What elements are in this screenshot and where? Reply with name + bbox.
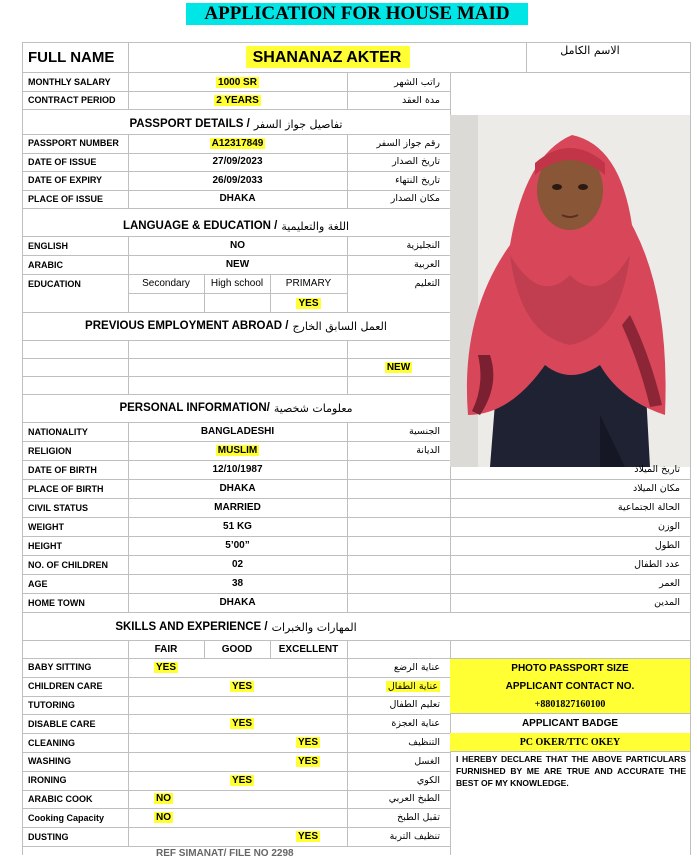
skill-header-0: FAIR: [154, 643, 178, 655]
personal-section-title: [22, 394, 450, 422]
passport-row-1-value: [128, 153, 347, 172]
skill-mark-9: [296, 827, 346, 846]
education-option-0: Secondary: [142, 278, 190, 289]
skill-label-4: CLEANING: [28, 737, 75, 748]
skill-mark-text-0: YES: [156, 661, 177, 673]
skill-arabic-text-6: الكوي: [416, 774, 440, 786]
personal-row-2-value-text: 12/10/1987: [212, 464, 263, 475]
skill-mark-text-9: YES: [298, 831, 319, 843]
personal-row-6-label: HEIGHT: [28, 540, 63, 551]
personal-row-5-arabic: الوزن: [657, 521, 680, 532]
previous-section-arabic: العمل السابق الخارج: [292, 319, 387, 333]
skill-arabic-5: [347, 752, 450, 771]
personal-row-4-arabic: الحالة الجتماعية: [617, 502, 680, 513]
contact-label-text: APPLICANT CONTACT NO.: [505, 680, 635, 692]
skill-header-1: GOOD: [221, 643, 253, 655]
passport-row-0-label: PASSPORT NUMBER: [28, 138, 119, 149]
personal-row-7-value-text: 02: [231, 559, 244, 570]
language-row-1-arabic: العربية: [414, 259, 440, 270]
skill-mark-text-1: YES: [232, 680, 253, 692]
language-row-0-value: [128, 236, 347, 255]
skill-label-6: IRONING: [28, 775, 67, 786]
passport-row-3-value: [128, 190, 347, 209]
skill-arabic-0: [347, 658, 450, 677]
passport-section-title: [22, 114, 450, 134]
language-section-arabic: اللغة والتعليمية: [281, 219, 350, 233]
skill-mark-text-8: NO: [156, 812, 171, 824]
personal-row-1-value-text: MUSLIM: [217, 445, 258, 456]
skill-mark-5: [296, 752, 346, 771]
photo-size-label-text: PHOTO PASSPORT SIZE: [511, 662, 629, 674]
skill-mark-1: [230, 677, 280, 696]
language-row-0-label: ENGLISH: [28, 240, 69, 251]
personal-row-8-value: [128, 574, 347, 593]
personal-row-2-label: DATE OF BIRTH: [28, 464, 97, 475]
skill-label-9: DUSTING: [28, 831, 69, 842]
education-arabic: التعليم: [414, 278, 440, 289]
top-row-1-label: CONTRACT PERIOD: [28, 95, 116, 105]
badge-value-text: PC OKER/TTC OKEY: [519, 736, 621, 748]
top-row-1-arabic: مدة العقد: [402, 94, 440, 106]
passport-row-3-value-text: DHAKA: [219, 193, 256, 205]
personal-row-9-value: [128, 593, 347, 612]
person-icon: [450, 115, 690, 467]
skill-mark-text-3: YES: [232, 718, 253, 730]
skill-arabic-text-2: تعليم الطفال: [389, 699, 440, 711]
education-selected-text: YES: [298, 297, 319, 309]
skill-arabic-text-7: الطبخ العربي: [388, 793, 440, 805]
personal-row-9-arabic: المدين: [654, 597, 680, 608]
passport-row-2-value-text: 26/09/2033: [212, 174, 263, 186]
personal-row-0-value-text: BANGLADESHI: [200, 426, 275, 437]
skill-label-7: ARABIC COOK: [28, 793, 93, 804]
skill-label-8: Cooking Capacity: [28, 812, 105, 823]
personal-row-5-value: [128, 517, 347, 536]
skill-arabic-text-8: تقبل الطبخ: [397, 812, 440, 824]
passport-row-1-label: DATE OF ISSUE: [28, 156, 97, 167]
top-row-0-label: MONTHLY SALARY: [28, 77, 111, 87]
language-row-0-arabic: النجليزية: [406, 240, 440, 251]
personal-row-4-value-text: MARRIED: [214, 502, 261, 513]
personal-row-4-label: CIVIL STATUS: [28, 502, 89, 513]
personal-row-6-value: [128, 536, 347, 555]
language-row-1-value-text: NEW: [225, 259, 250, 270]
language-row-1-value: [128, 255, 347, 274]
skill-label-0: BABY SITTING: [28, 662, 92, 673]
skills-section-label: SKILLS AND EXPERIENCE /: [115, 621, 268, 633]
passport-row-2-label: DATE OF EXPIRY: [28, 175, 103, 186]
education-option-1: High school: [210, 278, 264, 289]
skill-arabic-text-3: عناية العجزة: [391, 718, 440, 730]
top-row-1-value: [128, 91, 347, 109]
skill-arabic-1: [347, 677, 450, 696]
passport-row-2-arabic: تاريخ النتهاء: [395, 174, 440, 186]
top-row-0-arabic: راتب الشهر: [394, 76, 440, 88]
contact-number: [450, 695, 690, 713]
personal-row-3-label: PLACE OF BIRTH: [28, 483, 104, 494]
personal-row-7-value: [128, 555, 347, 574]
previous-value: [347, 358, 450, 376]
personal-row-9-value-text: DHAKA: [219, 597, 256, 608]
language-row-0-value-text: NO: [230, 240, 245, 251]
passport-row-0-arabic: رقم جواز السفر: [376, 137, 440, 149]
badge-label-text: APPLICANT BADGE: [521, 717, 619, 729]
passport-row-0-value-text: A12317849: [211, 137, 264, 149]
personal-section-label: PERSONAL INFORMATION/: [119, 402, 270, 414]
language-row-1-label: ARABIC: [28, 259, 63, 270]
personal-row-2-arabic: تاريخ الميلاد: [634, 464, 680, 475]
full-name-arabic: الاسم الكامل: [560, 43, 620, 57]
previous-section-title: [22, 312, 450, 340]
personal-row-3-arabic: مكان الميلاد: [632, 483, 680, 494]
skill-arabic-8: [347, 808, 450, 827]
personal-row-0-label: NATIONALITY: [28, 426, 88, 437]
skill-label-3: DISABLE CARE: [28, 718, 96, 729]
contact-label: [450, 677, 690, 695]
personal-row-4-value: [128, 498, 347, 517]
skill-arabic-6: [347, 771, 450, 790]
skill-mark-text-4: YES: [298, 737, 319, 749]
personal-row-1-value: [128, 441, 347, 460]
personal-row-0-value: [128, 422, 347, 441]
personal-row-3-value-text: DHAKA: [219, 483, 256, 494]
skill-mark-text-7: NO: [156, 793, 171, 805]
skill-mark-3: [230, 714, 280, 733]
full-name-value: SHANANAZ AKTER: [252, 48, 402, 66]
skill-mark-8: [154, 808, 204, 827]
declaration-text: I HEREBY DECLARE THAT THE ABOVE PARTICULARS FURNISHED BY ME ARE TRUE AND ACCURATE THE BEST OF MY KNOWLEDGE.: [456, 754, 686, 788]
top-row-0-value: [128, 73, 347, 91]
personal-row-8-label: AGE: [28, 578, 48, 589]
passport-row-2-value: [128, 171, 347, 190]
skill-arabic-text-0: عناية الرضع: [393, 661, 440, 673]
passport-row-0-value: [128, 134, 347, 153]
personal-row-2-value: [128, 460, 347, 479]
personal-row-8-arabic: العمر: [659, 578, 680, 589]
skill-label-2: TUTORING: [28, 699, 75, 710]
personal-row-6-value-text: 5’00”: [225, 540, 250, 551]
skill-mark-4: [296, 733, 346, 752]
personal-row-8-value-text: 38: [231, 578, 244, 589]
skill-arabic-7: [347, 790, 450, 809]
skill-arabic-text-5: الغسل: [414, 755, 440, 767]
passport-row-3-arabic: مكان الصدار: [390, 193, 440, 205]
skill-mark-7: [154, 790, 204, 809]
previous-value-text: NEW: [386, 361, 411, 373]
top-row-0-value-text: 1000 SR: [218, 76, 257, 88]
skill-arabic-text-9: تنظيف التربة: [389, 831, 440, 843]
passport-row-1-arabic: تاريخ الصدار: [392, 156, 440, 168]
personal-row-5-value-text: 51 KG: [223, 521, 252, 532]
previous-section-label: PREVIOUS EMPLOYMENT ABROAD /: [85, 320, 289, 332]
personal-row-0-arabic: الجنسية: [409, 426, 440, 437]
education-selected: [270, 294, 347, 312]
applicant-photo: [450, 115, 690, 467]
language-section-title: [22, 216, 450, 236]
passport-row-1-value-text: 27/09/2023: [212, 156, 263, 168]
footer-ref: REF SIMANAT/ FILE NO 2298: [156, 848, 294, 859]
skill-header-2: EXCELLENT: [278, 643, 339, 655]
skill-arabic-9: [347, 827, 450, 846]
skill-arabic-4: [347, 733, 450, 752]
personal-row-5-label: WEIGHT: [28, 521, 64, 532]
page-title: APPLICATION FOR HOUSE MAID: [204, 3, 510, 24]
skill-arabic-text-4: التنظيف: [408, 737, 440, 749]
badge-label: [450, 713, 690, 733]
passport-section-label: PASSPORT DETAILS /: [129, 118, 250, 130]
skill-mark-6: [230, 771, 280, 790]
skill-arabic-text-1: عناية الطفال: [387, 680, 438, 692]
education-option-2: PRIMARY: [285, 278, 332, 289]
personal-row-6-arabic: الطول: [654, 540, 680, 551]
contact-number-text: +8801827160100: [534, 698, 606, 710]
skill-mark-text-5: YES: [298, 755, 319, 767]
skill-arabic-3: [347, 714, 450, 733]
personal-row-3-value: [128, 479, 347, 498]
passport-row-3-label: PLACE OF ISSUE: [28, 193, 104, 204]
top-row-1-value-text: 2 YEARS: [216, 94, 259, 106]
language-section-label: LANGUAGE & EDUCATION /: [122, 220, 278, 232]
personal-row-1-label: RELIGION: [28, 445, 72, 456]
personal-row-1-arabic: الديانة: [416, 445, 440, 456]
skill-label-1: CHILDREN CARE: [28, 681, 103, 692]
photo-size-label: [450, 659, 690, 677]
skill-arabic-2: [347, 696, 450, 715]
skills-section-title: [22, 614, 450, 640]
skill-mark-0: [154, 658, 204, 677]
skill-mark-text-6: YES: [232, 774, 253, 786]
full-name-label: FULL NAME: [28, 49, 115, 66]
personal-section-arabic: معلومات شخصية: [273, 401, 353, 415]
skills-section-arabic: المهارات والخبرات: [271, 620, 357, 634]
badge-value: [450, 733, 690, 751]
skill-label-5: WASHING: [28, 756, 72, 767]
personal-row-7-label: NO. OF CHILDREN: [28, 559, 108, 570]
passport-section-arabic: تفاصيل جواز السفر: [253, 117, 343, 131]
personal-row-7-arabic: عدد الطفال: [634, 559, 680, 570]
education-label: EDUCATION: [28, 278, 81, 289]
personal-row-9-label: HOME TOWN: [28, 597, 85, 608]
